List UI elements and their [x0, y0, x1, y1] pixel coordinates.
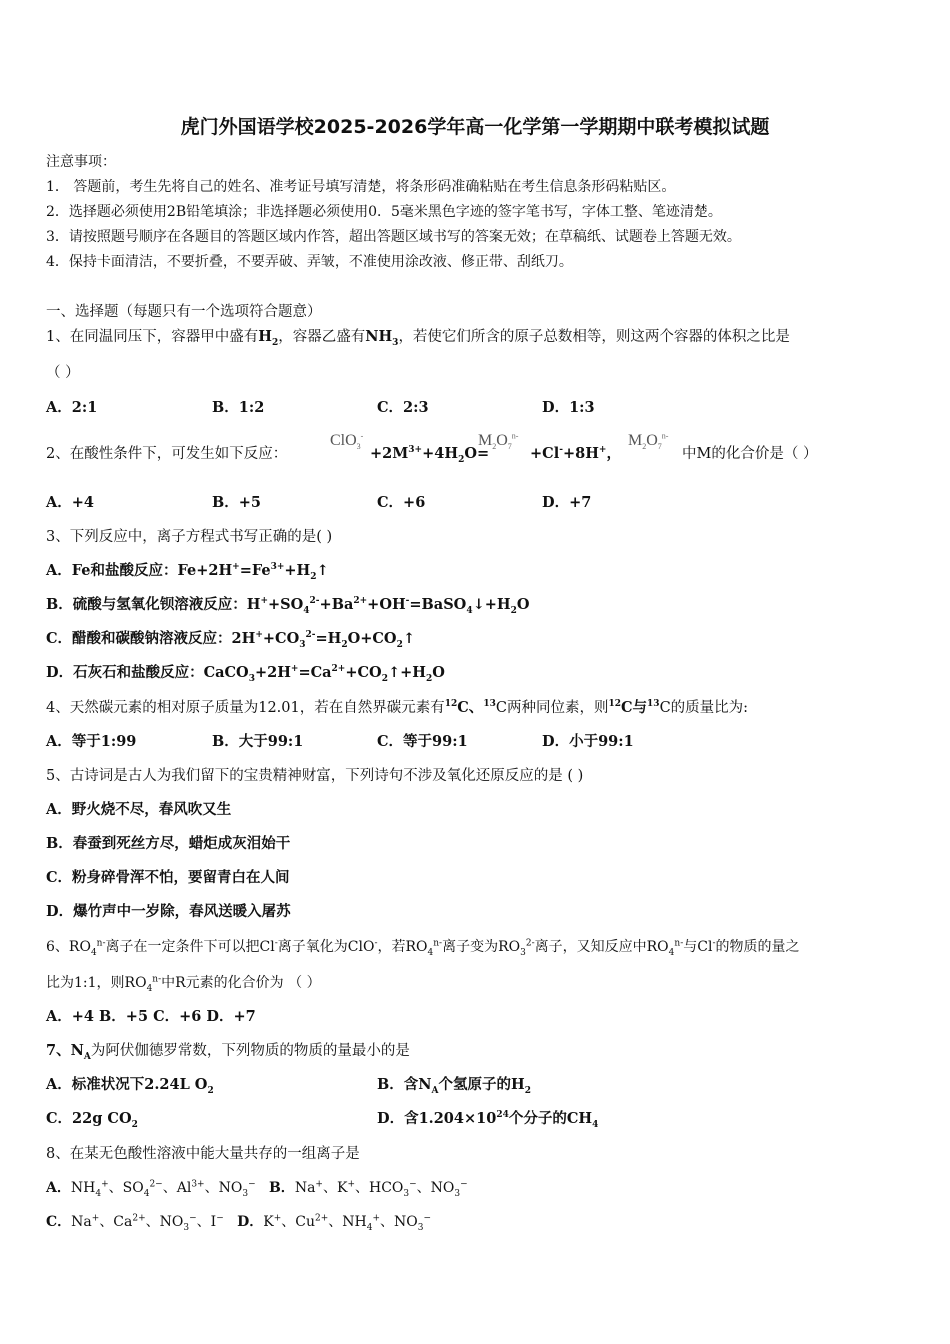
q3-option-c[interactable]: C．醋酸和碳酸钠溶液反应：$2H^++CO_3^{2-}=H_2O+CO_2↑$: [46, 630, 415, 650]
notice-item-4: 4．保持卡面清洁，不要折叠，不要弄破、弄皱，不准使用涂改液、修正带、刮纸刀。: [46, 254, 573, 270]
q2-target-formula: $M_2O_7^{n-}$: [628, 431, 669, 452]
q4-stem: 4、天然碳元素的相对原子质量为12.01，若在自然界碳元素有$^{12}$C、$^{13}$C两种同位素，则$^{12}$C与$^{13}$C的质量比为:: [46, 699, 749, 716]
q2-option-b[interactable]: B．+5: [212, 494, 261, 511]
notice-item-2: 2．选择题必须使用2B铅笔填涂；非选择题必须使用0．5毫米黑色字迹的签字笔书写，字体工整、笔迹清楚。: [46, 204, 722, 220]
q7-option-a[interactable]: A．标准状况下2.24L $O_2$: [46, 1076, 214, 1096]
q1-option-c[interactable]: C．2:3: [377, 399, 429, 416]
q4-option-d[interactable]: D．小于99:1: [542, 733, 634, 750]
q2-option-c[interactable]: C．+6: [377, 494, 426, 511]
notice-item-1: 1． 答题前，考生先将自己的姓名、准考证号填写清楚，将条形码准确粘贴在考生信息条形码粘贴区。: [46, 179, 676, 195]
q1-option-a[interactable]: A．2:1: [46, 399, 98, 416]
q1-paren: （ ）: [46, 365, 80, 381]
q2-stem-prefix: 2、在酸性条件下，可发生如下反应：: [46, 446, 288, 462]
q5-option-d[interactable]: D．爆竹声中一岁除，春风送暖入屠苏: [46, 903, 291, 920]
q2-option-a[interactable]: A．+4: [46, 494, 94, 511]
q2-option-d[interactable]: D．+7: [542, 494, 592, 511]
notice-heading: 注意事项：: [46, 154, 116, 170]
q7-option-b[interactable]: B．含$N_A$个氢原子的$H_2$: [377, 1076, 531, 1096]
q7-stem: 7、$N_A$为阿伏伽德罗常数，下列物质的物质的量最小的是: [46, 1042, 410, 1062]
q2-equation-right: +Cl-+8H+，: [530, 445, 621, 462]
q6-stem-line1: 6、$RO_4^{n-}$离子在一定条件下可以把Cl-离子氧化为ClO-，若$RO_4^{n-}$离子变为$RO_3^{2-}$离子，又知反应中$RO_4^{n-}$与Cl-的物质的量之: [46, 938, 800, 958]
q8-options-cd[interactable]: C．Na+、$Ca^{2+}$、$NO_3^-$、I− D．K+、$Cu^{2+}$、$NH_4^+$、$NO_3^-$: [46, 1213, 432, 1233]
q5-stem: 5、古诗词是古人为我们留下的宝贵精神财富，下列诗句不涉及氧化还原反应的是 ( ): [46, 768, 584, 784]
q3-option-a[interactable]: A．Fe和盐酸反应：$Fe+2H^+=Fe^{3+}+H_2↑$: [46, 562, 329, 582]
q4-option-a[interactable]: A．等于1:99: [46, 733, 137, 750]
q2-equation-left: $+2M^{3+}+4H_2O=$: [370, 445, 490, 465]
q1-option-d[interactable]: D．1:3: [542, 399, 595, 416]
q4-option-c[interactable]: C．等于99:1: [377, 733, 468, 750]
q5-option-c[interactable]: C．粉身碎骨浑不怕，要留青白在人间: [46, 869, 290, 886]
q3-option-d[interactable]: D．石灰石和盐酸反应：$CaCO_3+2H^+=Ca^{2+}+CO_2↑+H_2O$: [46, 664, 445, 684]
q3-option-b[interactable]: B．硫酸与氢氧化钡溶液反应：$H^++SO_4^{2-}+Ba^{2+}+OH^-=BaSO_4↓+H_2O$: [46, 596, 530, 616]
q5-option-a[interactable]: A．野火烧不尽，春风吹又生: [46, 801, 232, 818]
q2-chlorate-formula: ClO$_3$-: [330, 431, 364, 452]
q7-option-c[interactable]: C．22g $CO_2$: [46, 1110, 138, 1130]
q8-options-ab[interactable]: A．$NH_4^+$、$SO_4^{2-}$、$Al^{3+}$、$NO_3^-$ B．Na+、K+、$HCO_3^-$、$NO_3^-$: [46, 1179, 468, 1199]
q6-stem-line2: 比为1:1，则$RO_4^{n-}$中R元素的化合价为 （ ）: [46, 974, 321, 994]
q7-option-d[interactable]: D．含$1.204\times 10^{24}$个分子的$CH_4$: [377, 1110, 599, 1130]
q2-product-formula: $M_2O_7^{n-}$: [478, 431, 519, 452]
q1-option-b[interactable]: B．1:2: [212, 399, 265, 416]
section-heading: 一、选择题（每题只有一个选项符合题意）: [46, 304, 322, 320]
page-title: 虎门外国语学校2025-2026学年高一化学第一学期期中联考模拟试题: [180, 116, 770, 138]
q3-stem: 3、下列反应中，离子方程式书写正确的是( ): [46, 529, 333, 545]
q8-stem: 8、在某无色酸性溶液中能大量共存的一组离子是: [46, 1146, 360, 1162]
q1-stem: 1、在同温同压下，容器甲中盛有$H_2$，容器乙盛有$NH_3$，若使它们所含的原子总数相等，则这两个容器的体积之比是: [46, 328, 790, 348]
q6-options[interactable]: A．+4 B．+5 C．+6 D．+7: [46, 1008, 256, 1025]
q2-stem-suffix: 中M的化合价是（ ）: [682, 446, 818, 462]
q4-option-b[interactable]: B．大于99:1: [212, 733, 304, 750]
notice-item-3: 3．请按照题号顺序在各题目的答题区域内作答，超出答题区域书写的答案无效；在草稿纸、试题卷上答题无效。: [46, 229, 741, 245]
q5-option-b[interactable]: B．春蚕到死丝方尽，蜡炬成灰泪始干: [46, 835, 291, 852]
